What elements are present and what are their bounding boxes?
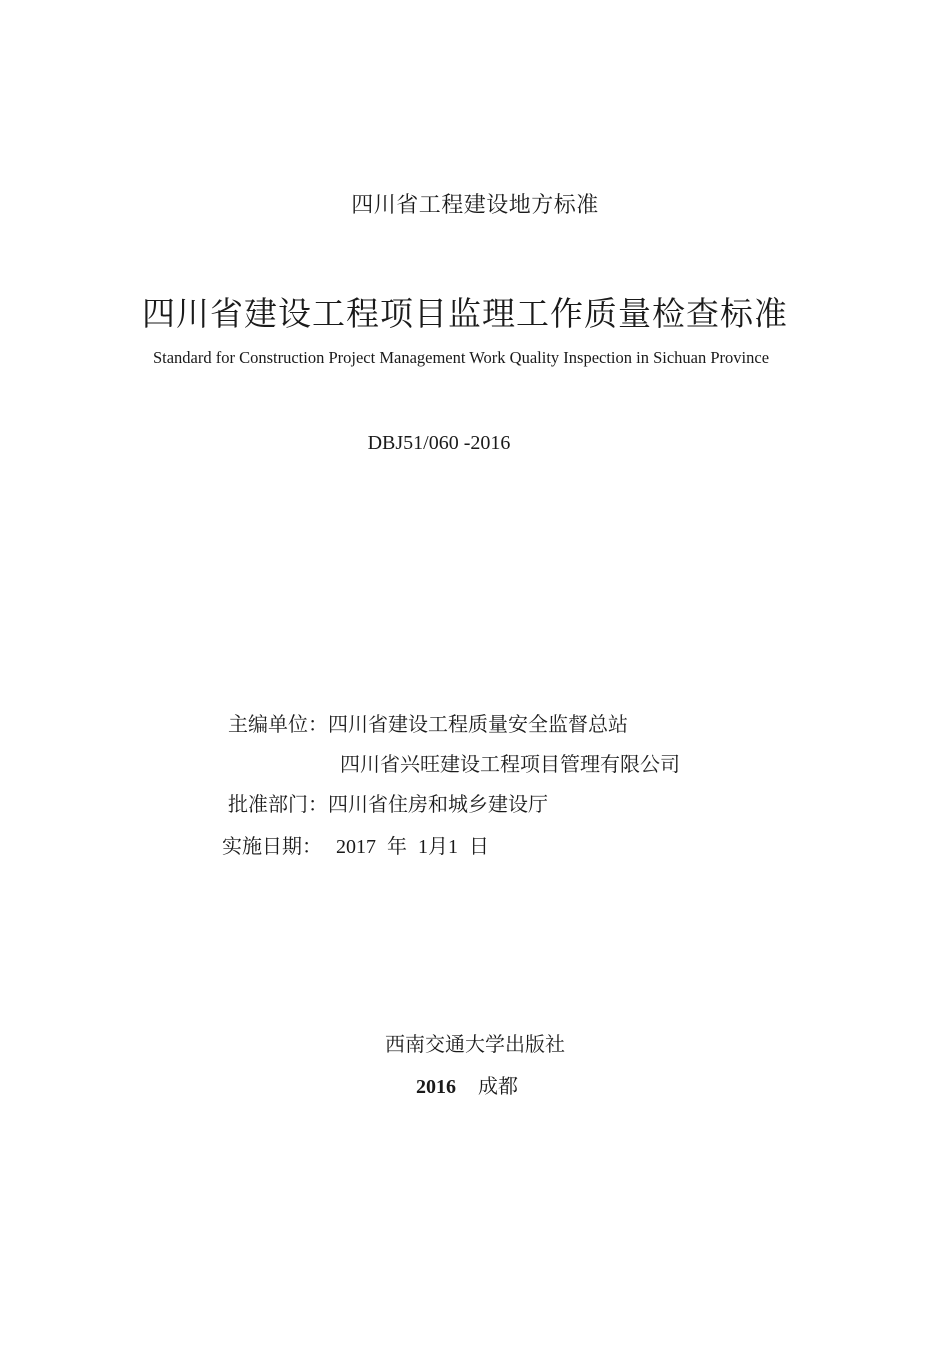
effective-date-row (222, 830, 489, 859)
approver-label: 批准部门： (228, 792, 328, 816)
document-title-chinese: 四川省建设工程项目监理工作质量检查标准 (142, 294, 788, 333)
approver-row (228, 788, 548, 817)
editor-primary: 四川省建设工程质量安全监督总站 (328, 712, 628, 736)
publication-line (0, 1070, 942, 1099)
effective-date-label: 实施日期： (222, 834, 322, 858)
approver-value: 四川省住房和城乡建设厅 (328, 792, 548, 816)
standard-code: DBJ51/060 -2016 (367, 432, 511, 454)
editor-row-secondary (340, 748, 680, 777)
editor-label: 主编单位： (228, 712, 328, 736)
publication-year: 2016 (416, 1076, 456, 1098)
editor-secondary: 四川省兴旺建设工程项目管理有限公司 (340, 752, 680, 776)
standard-series-label: 四川省工程建设地方标准 (351, 193, 599, 218)
effective-date-value: 2017 年 1月1 日 (336, 836, 489, 858)
editor-row (228, 708, 628, 737)
publication-city: 成都 (478, 1074, 518, 1098)
publisher-name: 西南交通大学出版社 (385, 1032, 565, 1056)
document-title-english: Standard for Construction Project Management Work Quality Inspection in Sichuan Province (152, 348, 770, 367)
